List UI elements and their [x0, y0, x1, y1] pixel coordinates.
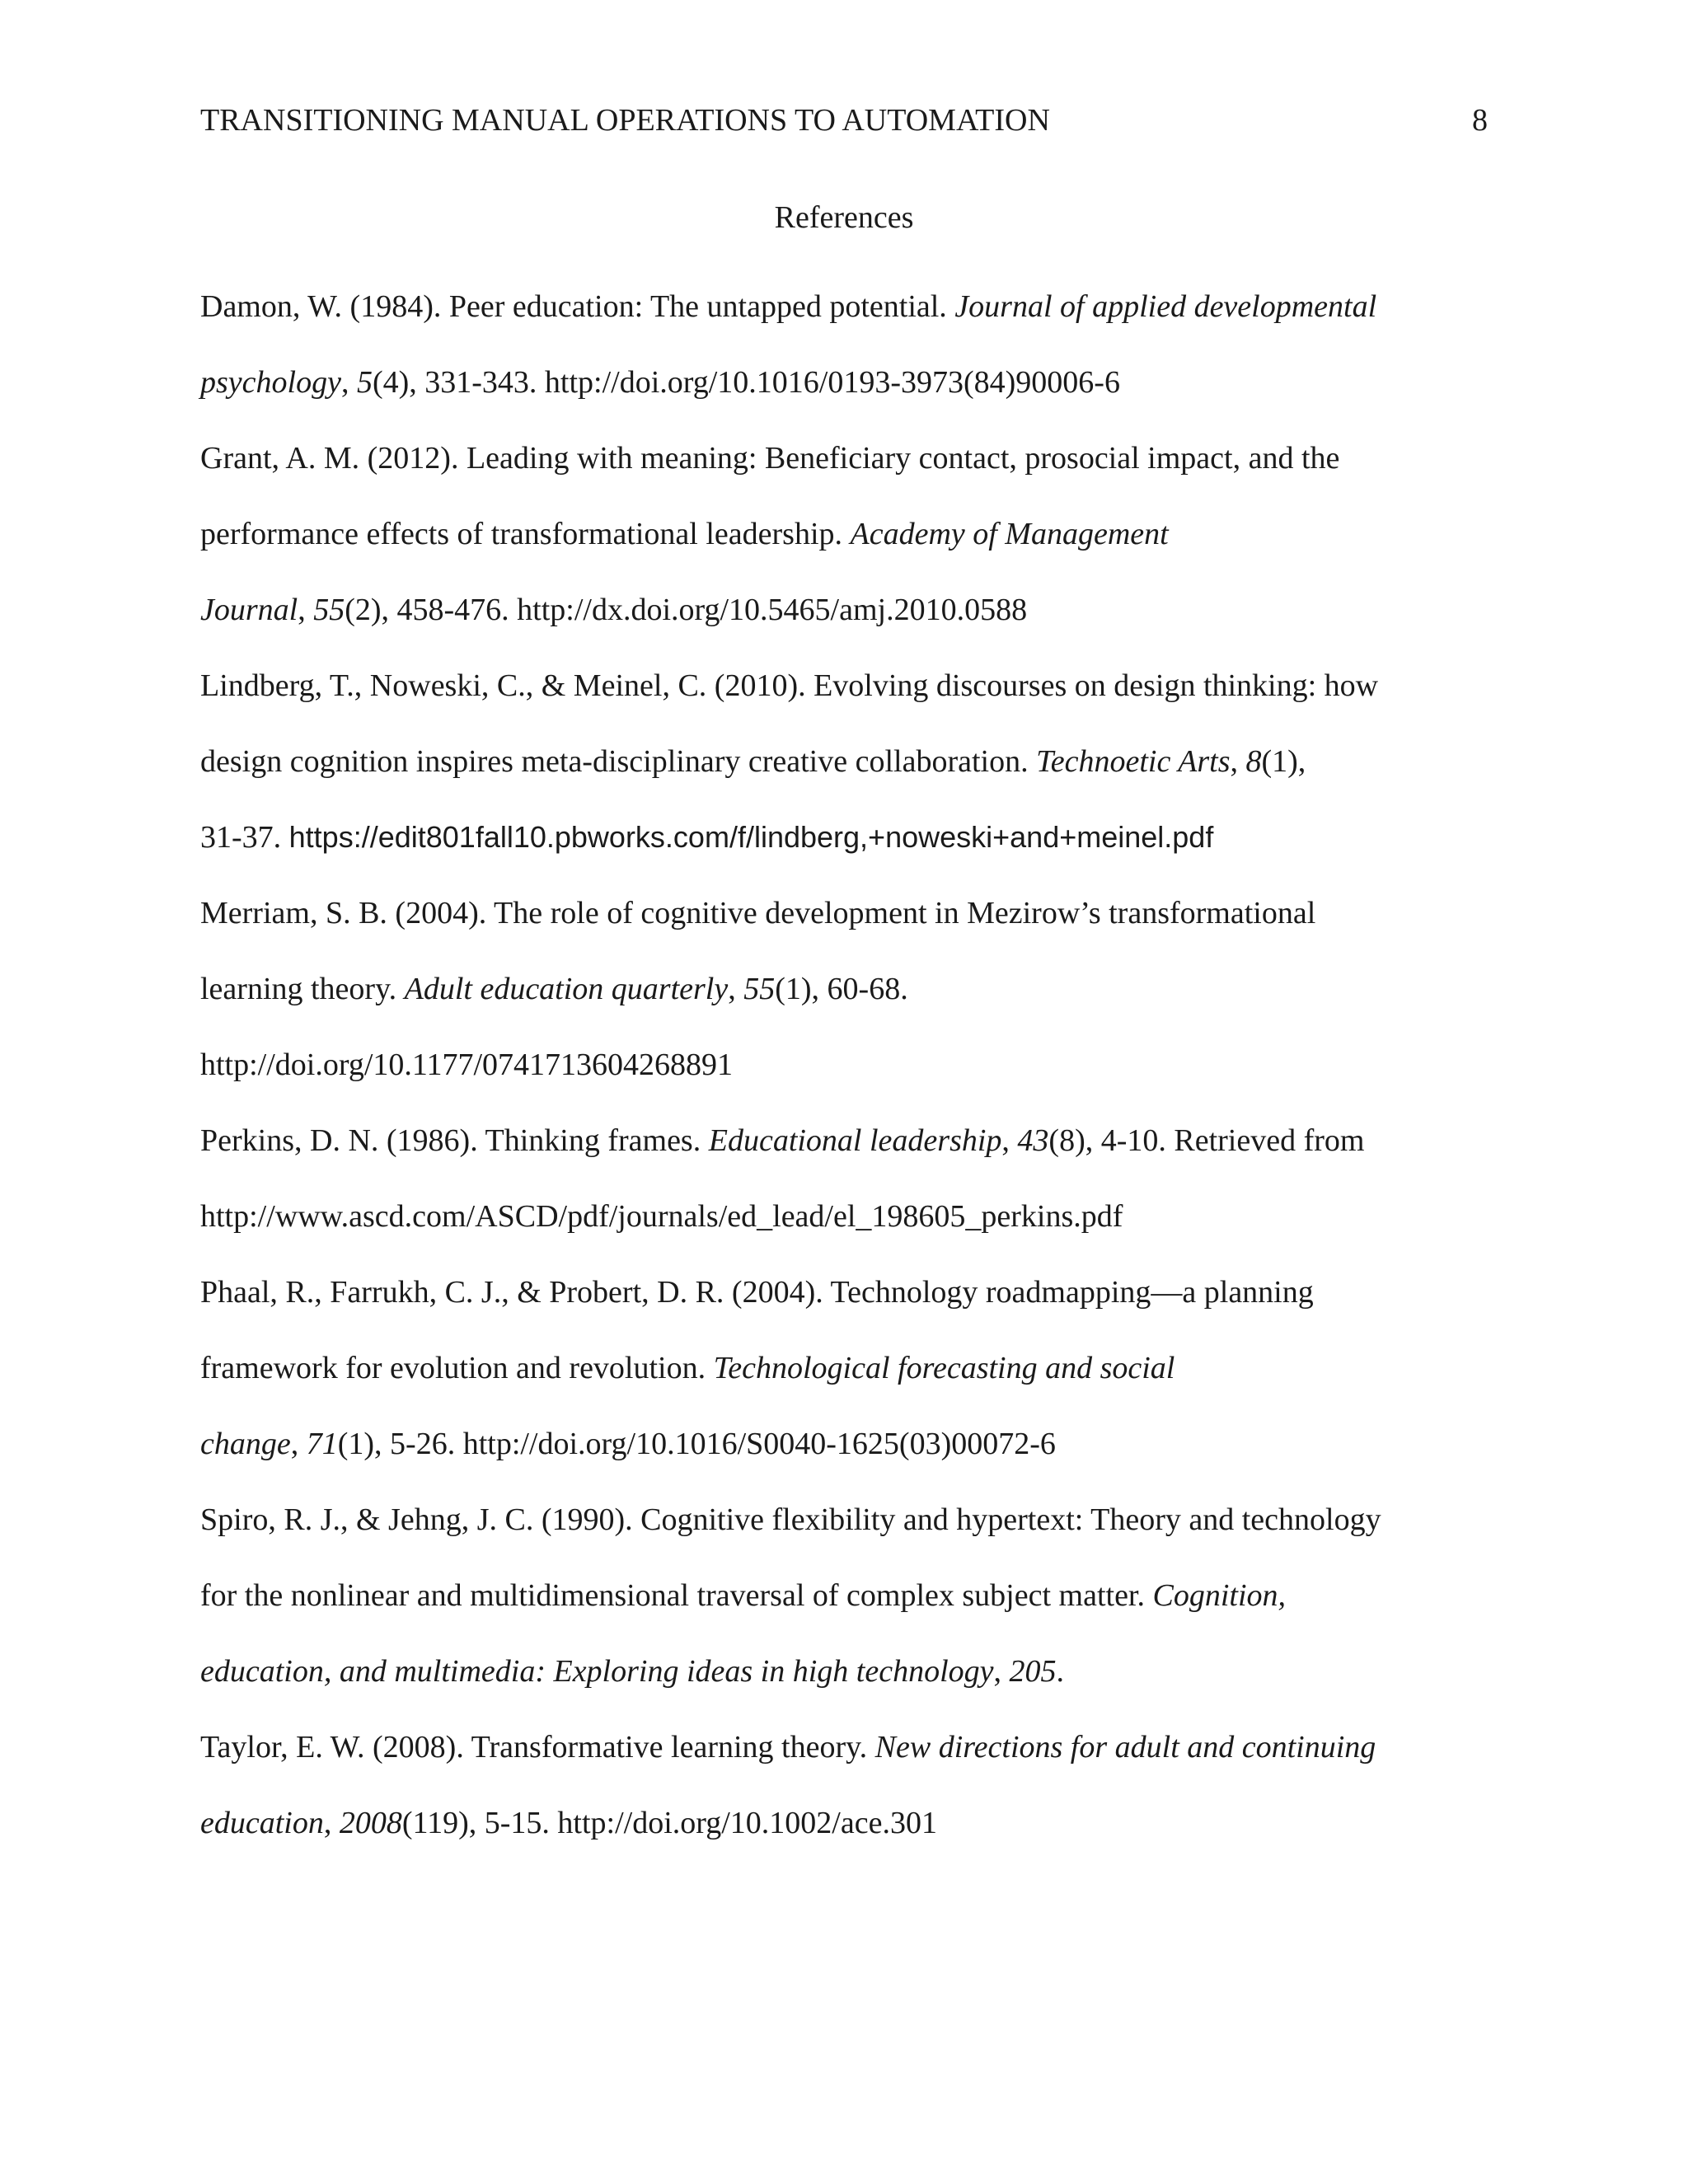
volume: 205	[1009, 1654, 1057, 1689]
journal-title: education, and multimedia: Exploring ideas in high technology	[200, 1654, 994, 1689]
citation-text: Lindberg, T., Noweski, C., & Meinel, C. (2010). Evolving discourses on design thinking: how	[200, 668, 1379, 703]
citation-text: Damon, W. (1984). Peer education: The untapped potential.	[200, 289, 955, 324]
journal-title: Educational leadership	[708, 1123, 1002, 1158]
journal-title: Technological forecasting and social	[713, 1351, 1175, 1385]
journal-title: Technoetic Arts	[1036, 744, 1231, 779]
citation-text: for the nonlinear and multidimensional traversal of complex subject matter.	[200, 1578, 1153, 1613]
volume: 5	[356, 365, 373, 400]
citation-text: (4), 331-343. http://doi.org/10.1016/0193-3973(84)90006-6	[372, 365, 1120, 400]
running-head: TRANSITIONING MANUAL OPERATIONS TO AUTOMATION	[200, 103, 1050, 138]
reference-grant	[200, 420, 1488, 648]
reference-perkins	[200, 1103, 1488, 1254]
reference-lindberg	[200, 648, 1488, 875]
citation-text: Perkins, D. N. (1986). Thinking frames.	[200, 1123, 709, 1158]
reference-merriam	[200, 875, 1488, 1103]
journal-title: Journal of applied developmental	[954, 289, 1377, 324]
citation-text: Grant, A. M. (2012). Leading with meaning: Beneficiary contact, prosocial impact, and the	[200, 441, 1340, 476]
journal-title: Journal	[200, 593, 298, 627]
citation-text: Merriam, S. B. (2004). The role of cognitive development in Mezirow’s transformational	[200, 896, 1316, 930]
reference-damon	[200, 269, 1488, 420]
reference-url[interactable]: http://www.ascd.com/ASCD/pdf/journals/ed_lead/el_198605_perkins.pdf	[200, 1199, 1123, 1234]
citation-text: performance effects of transformational leadership.	[200, 517, 851, 551]
reference-list	[200, 269, 1488, 1861]
citation-text: .	[1056, 1654, 1065, 1689]
volume: 8	[1245, 744, 1262, 779]
citation-text: (119), 5-15. http://doi.org/10.1002/ace.301	[401, 1806, 937, 1840]
reference-phaal	[200, 1254, 1488, 1482]
citation-text: design cognition inspires meta-disciplinary creative collaboration.	[200, 744, 1037, 779]
separator: ,	[1230, 744, 1246, 779]
separator: ,	[340, 365, 357, 400]
separator: ,	[1001, 1123, 1018, 1158]
reference-spiro	[200, 1482, 1488, 1709]
citation-text: Phaal, R., Farrukh, C. J., & Probert, D. R. (2004). Technology roadmapping—a planning	[200, 1275, 1314, 1310]
separator: ,	[298, 593, 314, 627]
citation-text: Spiro, R. J., & Jehng, J. C. (1990). Cognitive flexibility and hypertext: Theory and technology	[200, 1502, 1381, 1537]
citation-text: framework for evolution and revolution.	[200, 1351, 714, 1385]
journal-title: change	[200, 1427, 291, 1461]
volume: 2008	[339, 1806, 402, 1840]
citation-text: learning theory.	[200, 972, 405, 1006]
journal-title: Academy of Management	[850, 517, 1169, 551]
reference-url[interactable]: http://doi.org/10.1177/0741713604268891	[200, 1047, 734, 1082]
reference-url[interactable]: https://edit801fall10.pbworks.com/f/lindberg,+noweski+and+meinel.pdf	[288, 820, 1214, 854]
volume: 55	[313, 593, 345, 627]
references-heading: References	[774, 200, 914, 235]
separator: ,	[290, 1427, 307, 1461]
citation-text: (8), 4-10. Retrieved from	[1048, 1123, 1365, 1158]
journal-title: Adult education quarterly	[404, 972, 729, 1006]
volume: 71	[306, 1427, 338, 1461]
citation-text: (2), 458-476. http://dx.doi.org/10.5465/amj.2010.0588	[345, 593, 1028, 627]
page-header	[200, 97, 1488, 143]
separator: ,	[323, 1806, 340, 1840]
separator: ,	[728, 972, 744, 1006]
page-number: 8	[1472, 103, 1488, 138]
volume: 43	[1017, 1123, 1049, 1158]
journal-title: Cognition,	[1152, 1578, 1287, 1613]
volume: 55	[743, 972, 776, 1006]
journal-title: New directions for adult and continuing	[874, 1730, 1376, 1765]
citation-text: (1), 60-68.	[775, 972, 908, 1006]
citation-text: 31-37.	[200, 820, 289, 855]
citation-text: (1), 5-26. http://doi.org/10.1016/S0040-1625(03)00072-6	[337, 1427, 1056, 1461]
citation-text: (1),	[1261, 744, 1306, 779]
journal-title: psychology	[200, 365, 341, 400]
separator: ,	[993, 1654, 1010, 1689]
citation-text: Taylor, E. W. (2008). Transformative learning theory.	[200, 1730, 875, 1765]
journal-title: education	[200, 1806, 324, 1840]
reference-taylor	[200, 1709, 1488, 1861]
